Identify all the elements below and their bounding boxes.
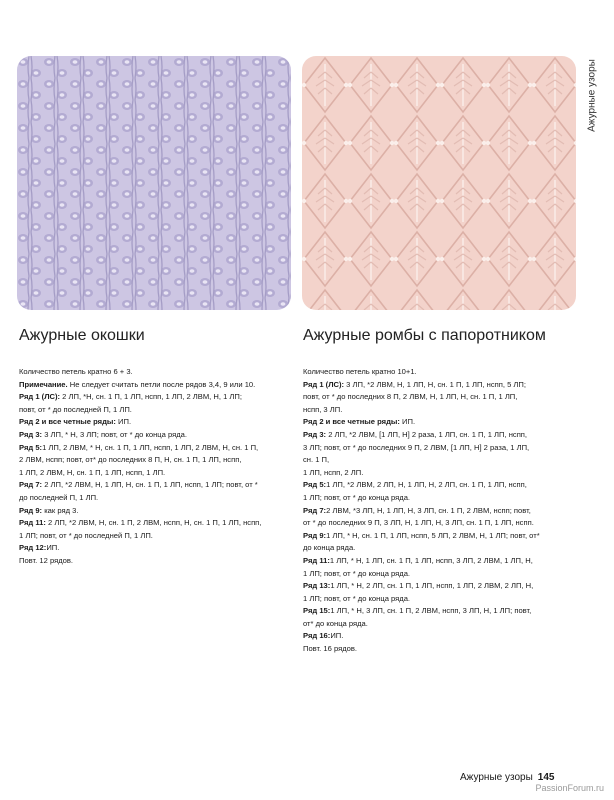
row-label: Ряд 11: [303, 555, 330, 565]
row-text: ИП. [46, 543, 60, 553]
page-footer [460, 772, 554, 783]
row-text: 1 ЛП, * Н, сн. 1 П, 1 ЛП, нспп, 5 ЛП, 2 ЛВМ, Н, 1 ЛП; повт, от* [326, 530, 540, 540]
row-text: как ряд 3. [42, 505, 79, 515]
row-label: Ряд 16: [303, 631, 331, 641]
row-text: 2 ЛП, *2 ЛВМ, Н, сн. 1 П, 2 ЛВМ, нспп, Н, сн. 1 П, 1 ЛП, нспп, [45, 518, 262, 528]
instruction-line [19, 530, 289, 543]
instruction-line [303, 643, 563, 656]
row-label: Ряд 5: [303, 480, 327, 490]
row-label: Ряд 12: [19, 543, 47, 553]
row-label: Ряд 1 (ЛС): [19, 392, 61, 402]
row-label: Ряд 9: [303, 530, 327, 540]
row-label: Ряд 7: [19, 480, 43, 490]
row-text: 1 ЛП; повт, от * до последней П, 1 ЛП. [19, 530, 153, 540]
instruction-line [303, 555, 563, 568]
instruction-line [303, 618, 563, 631]
instruction-line [303, 492, 563, 505]
instruction-line [19, 555, 289, 568]
row-label: Ряд 2 и все четные ряды: [303, 417, 400, 427]
instruction-line [303, 593, 563, 606]
instruction-line [303, 580, 563, 593]
pink-fern-swatch-photo [302, 56, 576, 310]
row-text: 1 ЛП, нспп, 2 ЛП. [303, 467, 364, 477]
left-pattern-title: Ажурные окошки [19, 327, 145, 344]
row-label: Ряд 13: [303, 581, 331, 591]
instruction-line [303, 542, 563, 555]
row-text: 2 ЛВМ, нспп; повт, от* до последних 8 П, Н, сн. 1 П, 1 ЛП, нспп, [19, 455, 242, 465]
row-text: ИП. [330, 631, 344, 641]
row-text: 1 ЛП, * Н, 3 ЛП, сн. 1 П, 2 ЛВМ, нспп, 3 ЛП, Н, 1 ЛП; повт, [330, 606, 532, 616]
row-text: 2 ЛП, *2 ЛВМ, Н, 1 ЛП, Н, сн. 1 П, 1 ЛП, нспп, 1 ЛП; повт, от * [42, 480, 258, 490]
instruction-line [19, 505, 289, 518]
row-text: Повт. 12 рядов. [19, 555, 74, 565]
instruction-line [19, 517, 289, 530]
row-text: Количество петель кратно 10+1. [303, 367, 417, 376]
row-text: 2 ЛВМ, *3 ЛП, Н, 1 ЛП, Н, 3 ЛП, сн. 1 П, 2 ЛВМ, нспп; повт, [326, 505, 531, 515]
row-label: Ряд 15: [303, 606, 331, 616]
left-pattern-column [19, 326, 289, 568]
instruction-line [303, 630, 563, 643]
instruction-line [303, 568, 563, 581]
row-label: Ряд 2 и все четные ряды: [19, 417, 116, 427]
row-text: 2 ЛП, *Н, сн. 1 П, 1 ЛП, нспп, 1 ЛП, 2 ЛВМ, Н, 1 ЛП; [60, 392, 242, 402]
instruction-line [303, 416, 563, 429]
row-text: нспп, 3 ЛП. [303, 404, 343, 414]
instruction-line [303, 442, 563, 455]
row-label: Ряд 3: [303, 429, 327, 439]
row-text: 1 ЛП, *2 ЛВМ, 2 ЛП, Н, 1 ЛП, Н, 2 ЛП, сн. 1 П, 1 ЛП, нспп, [326, 480, 527, 490]
instruction-line [19, 429, 289, 442]
lilac-lace-swatch-photo [17, 56, 291, 310]
instruction-line [19, 479, 289, 492]
row-text: ИП. [115, 417, 132, 427]
row-text: 1 ЛП; повт, от * до конца ряда. [303, 492, 411, 502]
left-instructions [19, 366, 289, 568]
instruction-line [19, 366, 289, 379]
row-label: Ряд 3: [19, 429, 43, 439]
row-label: Ряд 9: [19, 505, 43, 515]
instruction-line [303, 404, 563, 417]
row-text: 1 ЛП, * Н, 2 ЛП, сн. 1 П, 1 ЛП, нспп, 1 ЛП, 2 ЛВМ, 2 ЛП, Н, [330, 581, 534, 591]
row-label: Примечание. [19, 379, 68, 389]
row-text: 1 ЛП; повт, от * до конца ряда. [303, 593, 411, 603]
instruction-line [19, 404, 289, 417]
instruction-line [19, 442, 289, 455]
row-text: 2 ЛП, *2 ЛВМ, [1 ЛП, Н] 2 раза, 1 ЛП, сн. 1 П, 1 ЛП, нспп, [326, 429, 528, 439]
row-label: Ряд 1 (ЛС): [303, 379, 345, 389]
row-text: ИП. [399, 417, 416, 427]
instruction-line [303, 467, 563, 480]
instruction-line [303, 366, 563, 379]
instruction-line [303, 479, 563, 492]
instruction-line [303, 605, 563, 618]
row-text: 3 ЛП; повт, от * до последних 9 П, 2 ЛВМ, [1 ЛП, Н] 2 раза, 1 ЛП, [303, 442, 530, 452]
instruction-line [303, 517, 563, 530]
row-text: 1 ЛП, 2 ЛВМ, Н, сн. 1 П, 1 ЛП, нспп, 1 ЛП. [19, 467, 166, 477]
row-text: 1 ЛП, 2 ЛВМ, * Н, сн. 1 П, 1 ЛП, нспп, 1 ЛП, 2 ЛВМ, Н, сн. 1 П, [42, 442, 259, 452]
row-text: 1 ЛП; повт, от * до конца ряда. [303, 568, 411, 578]
instruction-line [303, 505, 563, 518]
right-instructions [303, 366, 563, 656]
row-text: Не следует считать петли после рядов 3,4, 9 или 10. [67, 379, 256, 389]
row-text: сн. 1 П, [303, 455, 330, 465]
row-text: Количество петель кратно 6 + 3. [19, 367, 133, 376]
side-section-tab [583, 40, 601, 160]
side-section-label: Ажурные узоры [586, 59, 598, 132]
right-pattern-column [303, 326, 563, 656]
right-pattern-title: Ажурные ромбы с папоротником [303, 327, 546, 344]
watermark: PassionForum.ru [535, 783, 604, 793]
page-number: 145 [537, 772, 555, 783]
instruction-line [19, 542, 289, 555]
row-text: до последней П, 1 ЛП. [19, 492, 99, 502]
instruction-line [303, 429, 563, 442]
footer-section: Ажурные узоры [460, 772, 533, 783]
instruction-line [19, 379, 289, 392]
row-text: 1 ЛП, * Н, 1 ЛП, сн. 1 П, 1 ЛП, нспп, 3 ЛП, 2 ЛВМ, 1 ЛП, Н, [329, 555, 533, 565]
instruction-line [19, 467, 289, 480]
instruction-line [19, 492, 289, 505]
instruction-line [19, 454, 289, 467]
row-text: до конца ряда. [303, 543, 356, 553]
instruction-line [303, 454, 563, 467]
row-label: Ряд 11: [19, 518, 46, 528]
instruction-line [303, 379, 563, 392]
row-text: повт, от * до последних 8 П, 2 ЛВМ, Н, 1 ЛП, Н, сн. 1 П, 1 ЛП, [303, 392, 518, 402]
row-text: от* до конца ряда. [303, 618, 368, 628]
row-text: Повт. 16 рядов. [303, 644, 358, 654]
instruction-line [303, 391, 563, 404]
instruction-line [19, 416, 289, 429]
row-text: повт, от * до последней П, 1 ЛП. [19, 404, 132, 414]
row-text: от * до последних 9 П, 3 ЛП, Н, 1 ЛП, Н, 3 ЛП, сн. 1 П, 1 ЛП, нспп. [303, 518, 534, 528]
row-label: Ряд 7: [303, 505, 327, 515]
instruction-line [303, 530, 563, 543]
row-text: 3 ЛП, * Н, 3 ЛП; повт, от * до конца ряда. [42, 429, 187, 439]
row-text: 3 ЛП, *2 ЛВМ, Н, 1 ЛП, Н, сн. 1 П, 1 ЛП, нспп, 5 ЛП; [344, 379, 526, 389]
instruction-line [19, 391, 289, 404]
row-label: Ряд 5: [19, 442, 43, 452]
